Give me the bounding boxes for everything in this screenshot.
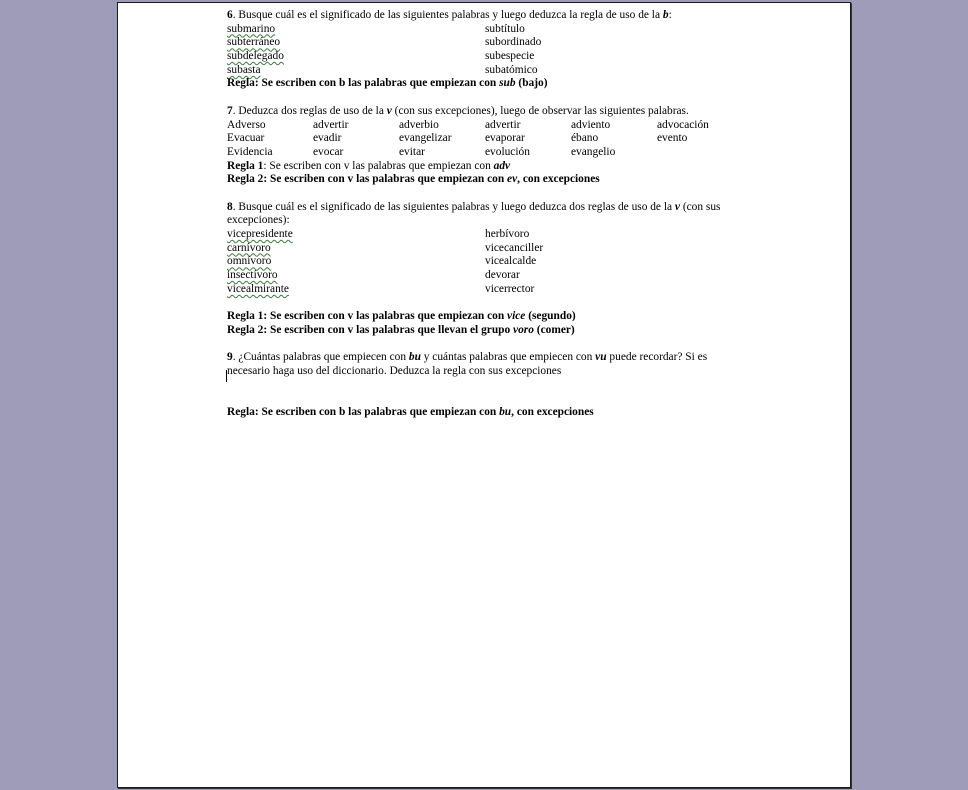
word: vicealmirante [227, 282, 289, 295]
rule-term: vice [507, 310, 526, 323]
rule-term: voro [513, 323, 534, 336]
rule-text: Regla 2: Se escriben con v las palabras que llevan el grupo [227, 323, 514, 336]
exercise-text: . Deduzca dos reglas de uso de la [232, 104, 387, 117]
exercise-number: 8 [227, 200, 233, 213]
rule-text: Regla 2: Se escriben con v las palabras que empiezan con [227, 173, 508, 186]
word: submarino [227, 22, 276, 35]
rule-text: : Se escriben con v las palabras que empiezan con [263, 159, 494, 172]
word: evolución [485, 145, 530, 158]
exercise-text: y cuántas palabras que empiecen con [420, 351, 596, 364]
word-row [227, 228, 747, 242]
exercise-text: (con sus excepciones): [227, 200, 721, 227]
rule-text: (bajo) [515, 77, 548, 90]
exercise-7-heading [227, 105, 747, 119]
syllable: vu [595, 351, 607, 364]
word-grid-row [227, 146, 747, 160]
word: subterráneo [227, 36, 281, 49]
rule-term: ev [507, 173, 518, 186]
exercise-text: puede recordar? Si es necesario haga uso del diccionario. Deduzca la regla con sus excepciones [227, 351, 708, 377]
word: subtítulo [485, 22, 525, 35]
rule-text: Regla: Se escriben con b las palabras que empiezan con [227, 406, 500, 419]
rule-text: Regla 1 [227, 159, 264, 172]
letter: v [674, 200, 680, 213]
exercise-number: 6 [227, 9, 233, 21]
rule-term: adv [493, 159, 511, 172]
word: carnívoro [227, 241, 271, 254]
word-row [227, 242, 747, 256]
word: adviento [571, 118, 611, 131]
word: evitar [399, 145, 425, 158]
exercise-6-heading [227, 9, 747, 23]
punctuation: : [668, 9, 672, 21]
word: subdelegado [227, 50, 284, 63]
exercise-8-rule-2 [227, 324, 747, 338]
word: evaporar [485, 132, 525, 145]
word: devorar [485, 269, 520, 282]
letter: b [662, 9, 669, 21]
text-cursor [226, 370, 227, 382]
exercise-text: . Busque cuál es el significado de las siguientes palabras y luego deduzca dos reglas de uso de la [232, 200, 675, 213]
rule-term: sub [499, 77, 516, 90]
word: evadir [313, 132, 342, 145]
document-page [117, 2, 851, 788]
word: subatómico [485, 63, 538, 76]
word-row [227, 283, 747, 297]
word: evangelio [571, 145, 616, 158]
word: advertir [313, 118, 349, 131]
word-row [227, 64, 747, 78]
exercise-number: 9 [227, 351, 233, 364]
exercise-7-rule-1 [227, 160, 747, 174]
rule-text: (segundo) [525, 310, 576, 323]
rule-text: Regla: Se escriben con b las palabras que empiezan con [227, 77, 500, 90]
word: adverbio [399, 118, 439, 131]
rule-term: bu [499, 406, 512, 419]
word: vicealcalde [485, 255, 537, 268]
rule-text: , con excepciones [517, 173, 600, 186]
exercise-8-rule-1 [227, 310, 747, 324]
word-row [227, 50, 747, 64]
word: evento [657, 132, 688, 145]
letter: v [386, 104, 392, 117]
exercise-6-rule [227, 77, 747, 91]
rule-text: , con excepciones [511, 406, 594, 419]
word: vicerrector [485, 282, 535, 295]
word: herbívoro [485, 228, 530, 241]
word [657, 146, 743, 160]
word: subespecie [485, 50, 535, 63]
word: subasta [227, 63, 261, 76]
document-body [227, 9, 747, 420]
exercise-9-rule [227, 406, 747, 420]
exercise-text: . Busque cuál es el significado de las siguientes palabras y luego deduzca la regla de uso de la [232, 9, 663, 21]
word-row [227, 255, 747, 269]
word: evangelizar [399, 132, 452, 145]
syllable: bu [408, 351, 421, 364]
word-grid-row [227, 132, 747, 146]
word: vicepresidente [227, 228, 293, 241]
exercise-7-rule-2 [227, 173, 747, 187]
word-row [227, 36, 747, 50]
word-row [227, 269, 747, 283]
word: Evidencia [227, 145, 273, 158]
word: evocar [313, 145, 344, 158]
word: insectívoro [227, 269, 278, 282]
word: vicecanciller [485, 241, 544, 254]
word-grid-row [227, 119, 747, 133]
word-row [227, 23, 747, 37]
word: omnívoro [227, 255, 272, 268]
word: advertir [485, 118, 521, 131]
word: ébano [571, 132, 599, 145]
rule-text: (comer) [533, 323, 575, 336]
exercise-9-heading [227, 351, 747, 378]
word: advocación [657, 118, 709, 131]
exercise-text: . ¿Cuántas palabras que empiecen con [232, 351, 409, 364]
word: Evacuar [227, 132, 265, 145]
word: subordinado [485, 36, 542, 49]
exercise-number: 7 [227, 104, 233, 117]
exercise-8-heading [227, 201, 747, 228]
word: Adverso [227, 118, 266, 131]
exercise-text: (con sus excepciones), luego de observar las siguientes palabras. [391, 104, 689, 117]
rule-text: Regla 1: Se escriben con v las palabras que empiezan con [227, 310, 508, 323]
